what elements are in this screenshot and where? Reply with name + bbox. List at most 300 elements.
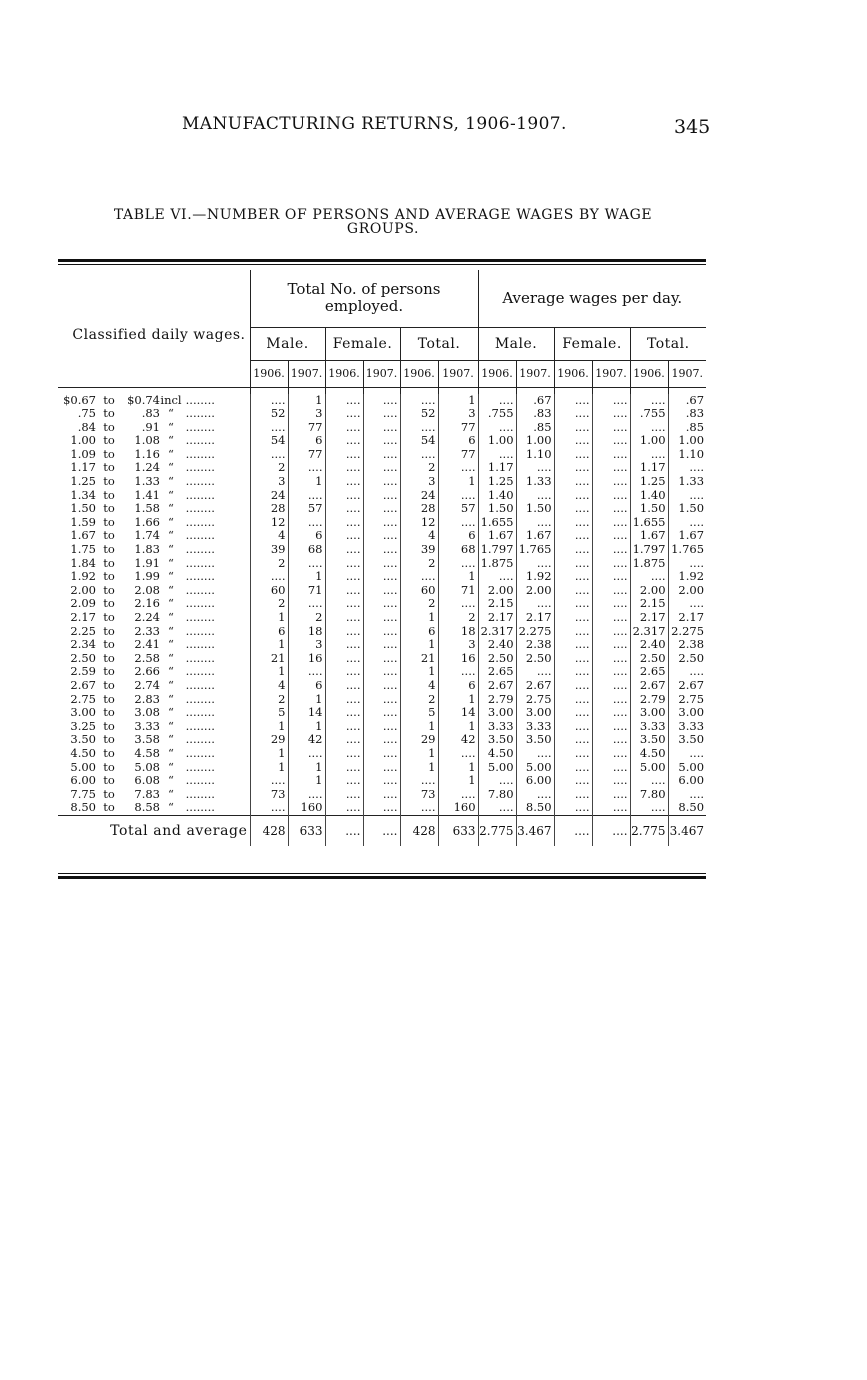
table-cell: .... [288,461,325,475]
wage-range-cell [58,529,250,543]
table-cell: 29 [250,733,288,747]
table-cell: .... [325,475,363,489]
table-cell: 60 [400,584,438,598]
table-cell: 1 [250,638,288,652]
table-cell: 3.00 [630,706,668,720]
leader-dots: ........ [182,529,215,543]
table-cell: .... [325,625,363,639]
table-cell: .... [325,434,363,448]
table-cell: 4.50 [630,747,668,761]
header-total-persons-sub: Total. [400,327,478,360]
table-cell: .... [363,597,400,611]
table-cell: 77 [438,448,478,462]
table-cell: .... [592,638,630,652]
table-cell: .... [554,774,592,788]
table-cell: .... [400,774,438,788]
table-cell: .... [363,761,400,775]
table-cell: 1.765 [668,543,706,557]
wage-range-hi: 2.08 [134,583,160,597]
table-cell: .... [363,475,400,489]
table-cell: .... [325,489,363,503]
wage-range-cell [58,434,250,448]
table-cell: .... [592,733,630,747]
wage-range-cell [58,407,250,421]
table-cell: .... [325,516,363,530]
table-cell: 3 [288,407,325,421]
table-row [58,502,706,516]
wage-range-to: to [103,678,115,692]
wage-range-lo: 1.17 [70,461,96,475]
table-cell: .... [325,557,363,571]
table-cell: 52 [400,407,438,421]
table-cell: 2.275 [516,625,554,639]
table-cell: .... [438,489,478,503]
table-cell: .... [554,570,592,584]
table-cell: 2 [250,597,288,611]
table-cell: 5.00 [630,761,668,775]
table-row [58,679,706,693]
table-cell: 3.00 [668,706,706,720]
wage-range-lo: 2.75 [70,692,96,706]
wage-range-cell [58,665,250,679]
wage-range-lo: 4.50 [70,746,96,760]
wage-range-cell [58,597,250,611]
wage-range-q: “ [168,543,174,557]
wage-range-to: to [103,515,115,529]
wage-range-cell [58,448,250,462]
table-cell: .... [325,407,363,421]
table-row [58,461,706,475]
year-header: 1906. [478,360,516,387]
table-cell: .... [592,706,630,720]
leader-dots: ........ [182,801,215,815]
table-cell: .... [554,461,592,475]
table-cell: 18 [438,625,478,639]
wage-range-lo: 1.92 [70,570,96,584]
table-cell: 1.17 [478,461,516,475]
table-cell: 5.00 [478,761,516,775]
wage-range-lo: 3.50 [70,733,96,747]
wage-range-q: incl [160,393,182,407]
table-row [58,720,706,734]
wage-range-q: “ [168,638,174,652]
table-cell: 14 [288,706,325,720]
table-cell: .... [592,597,630,611]
table-cell: 1.50 [668,502,706,516]
table-cell: .... [554,475,592,489]
table-cell: .... [363,665,400,679]
wage-range-lo: $0.67 [63,393,96,407]
table-cell: .... [516,557,554,571]
table-cell: 2.15 [630,597,668,611]
table-cell: 1.797 [478,543,516,557]
wage-range-q: “ [168,529,174,543]
table-cell: .... [363,529,400,543]
table-cell: .... [363,489,400,503]
total-cell: .... [325,815,363,846]
wage-range-to: to [103,719,115,733]
table-cell: 2.17 [478,611,516,625]
wage-range-hi: 4.58 [134,746,160,760]
year-header: 1907. [438,360,478,387]
wage-range-lo: 7.75 [70,787,96,801]
wage-range-hi: $0.74 [127,393,160,407]
table-cell: 1.00 [668,434,706,448]
wage-range-to: to [103,447,115,461]
wage-range-hi: 1.58 [134,502,160,516]
wage-range-to: to [103,461,115,475]
table-cell: 2.317 [630,625,668,639]
table-cell: 39 [250,543,288,557]
wage-range-hi: .83 [141,407,160,421]
wage-range-lo: 1.67 [70,529,96,543]
table-cell: 2.50 [630,652,668,666]
wage-range-hi: 2.16 [134,597,160,611]
table-cell: 3.33 [668,720,706,734]
table-cell: .... [554,747,592,761]
wage-range-to: to [103,393,115,407]
table-cell: .... [363,733,400,747]
wage-range-hi: 2.74 [134,678,160,692]
table-cell: 77 [288,448,325,462]
table-cell: .... [400,570,438,584]
table-cell: .67 [668,394,706,408]
table-cell: .... [516,516,554,530]
table-cell: .... [325,706,363,720]
table-cell: .... [478,570,516,584]
wage-range-cell [58,761,250,775]
table-row [58,434,706,448]
bottom-rule-thick [58,876,706,879]
table-cell: 2 [250,693,288,707]
leader-dots: ........ [182,611,215,624]
table-cell: .... [288,747,325,761]
leader-dots: ........ [182,420,215,434]
table-cell: .... [250,570,288,584]
table-cell: .... [363,747,400,761]
wage-range-cell [58,706,250,720]
table-cell: .... [668,489,706,503]
table-cell: .... [554,489,592,503]
table-cell: .... [325,638,363,652]
wage-range-q: “ [168,719,174,733]
table-cell: 6 [438,679,478,693]
wage-range-q: “ [168,447,174,461]
table-cell: 1.25 [630,475,668,489]
wage-range-to: to [103,488,115,502]
table-cell: 1 [288,570,325,584]
table-cell: .... [250,774,288,788]
wage-range-to: to [103,760,115,774]
table-cell: .... [363,448,400,462]
table-cell: 2 [438,611,478,625]
table-cell: .... [554,516,592,530]
table-cell: 1.50 [630,502,668,516]
table-cell: 3.33 [478,720,516,734]
table-cell: .... [554,394,592,408]
table-cell: 2.00 [668,584,706,598]
table-cell: 21 [250,652,288,666]
table-cell: .... [592,394,630,408]
wage-range-lo: 3.25 [70,719,96,733]
table-cell: .... [363,611,400,625]
table-cell: 2.00 [630,584,668,598]
table-body [58,394,706,816]
table-cell: .... [592,529,630,543]
table-cell: 60 [250,584,288,598]
total-cell: 428 [400,815,438,846]
table-row [58,625,706,639]
table-cell: .... [554,434,592,448]
total-label: Total and average [58,815,250,846]
table-cell: .... [325,761,363,775]
top-rule-thick [58,259,706,262]
table-cell: .... [288,557,325,571]
table-cell: 2 [400,597,438,611]
wage-range-hi: 1.16 [134,447,160,461]
wage-range-cell [58,394,250,408]
table-cell: .85 [516,421,554,435]
wage-range-lo: 1.75 [70,543,96,557]
table-cell: 160 [438,801,478,815]
table-cell: .... [592,461,630,475]
table-cell: .755 [630,407,668,421]
table-cell: 3.00 [516,706,554,720]
wage-range-lo: 1.09 [70,447,96,461]
table-cell: .... [363,638,400,652]
leader-dots: ........ [182,515,215,529]
table-cell: .... [363,706,400,720]
table-cell: .755 [478,407,516,421]
table-cell: 1.875 [630,557,668,571]
table-cell: 2.38 [516,638,554,652]
table-cell: 2.17 [668,611,706,625]
table-cell: .... [325,788,363,802]
table-cell: 2.50 [478,652,516,666]
leader-dots: ........ [182,678,215,692]
wage-range-to: to [103,801,115,815]
table-cell: .... [438,461,478,475]
table-cell: 42 [288,733,325,747]
table-cell: .... [363,652,400,666]
leader-dots: ........ [182,638,215,652]
wage-range-to: to [103,407,115,421]
table-cell: .... [668,747,706,761]
table-cell: 68 [438,543,478,557]
wage-range-lo: 1.34 [70,488,96,502]
table-row [58,665,706,679]
table-cell: .... [554,638,592,652]
wage-range-hi: 6.08 [134,774,160,788]
table-cell: .... [325,529,363,543]
table-cell: .... [554,529,592,543]
table-cell: 2.79 [478,693,516,707]
table-cell: .... [554,801,592,815]
wage-range-cell [58,652,250,666]
wage-range-lo: .84 [77,420,96,434]
table-cell: .... [554,761,592,775]
leader-dots: ........ [182,543,215,557]
table-cell: 1 [400,638,438,652]
table-cell: .... [630,774,668,788]
wage-range-hi: 2.66 [134,665,160,679]
table-cell: 12 [400,516,438,530]
wage-range-to: to [103,597,115,611]
table-cell: .... [668,557,706,571]
table-cell: .... [363,543,400,557]
total-cell: .... [554,815,592,846]
table-row [58,801,706,815]
table-row [58,557,706,571]
table-cell: 2.75 [516,693,554,707]
table-cell: .... [516,788,554,802]
table-cell: .... [554,421,592,435]
table-cell: 1.33 [516,475,554,489]
table-cell: 77 [438,421,478,435]
leader-dots: ........ [182,488,215,502]
table-row [58,543,706,557]
wage-range-q: “ [168,760,174,774]
wage-range-lo: 5.00 [70,760,96,774]
wage-range-q: “ [168,801,174,815]
table-cell: 6 [438,529,478,543]
wage-range-cell [58,475,250,489]
table-cell: 5.00 [668,761,706,775]
wage-range-lo: .75 [77,407,96,421]
table-cell: .... [363,570,400,584]
page-number: 345 [674,116,711,138]
leader-dots: ........ [182,583,215,597]
wage-range-lo: 2.17 [70,611,96,624]
table-cell: .... [288,788,325,802]
table-cell: .... [250,421,288,435]
table-cell: 3 [438,638,478,652]
wage-range-hi: 1.08 [134,434,160,448]
table-cell: .... [592,788,630,802]
wage-range-to: to [103,746,115,760]
table-cell: 2.50 [516,652,554,666]
leader-dots: ........ [182,651,215,665]
table-cell: 1 [250,720,288,734]
table-cell: .... [250,448,288,462]
table-cell: 3 [288,638,325,652]
table-row [58,774,706,788]
wage-range-lo: 2.34 [70,638,96,652]
wage-range-q: “ [168,597,174,611]
wage-range-to: to [103,475,115,489]
header-total-wages: Total. [630,327,706,360]
wage-range-lo: 8.50 [70,801,96,815]
wage-range-hi: 3.33 [134,719,160,733]
table-cell: .... [363,394,400,408]
table-cell: 2.38 [668,638,706,652]
leader-dots: ........ [182,787,215,801]
table-cell: 3.33 [630,720,668,734]
table-cell: 1.797 [630,543,668,557]
table-cell: .... [554,720,592,734]
table-cell: .... [630,421,668,435]
table-cell: 21 [400,652,438,666]
wage-range-q: “ [168,651,174,665]
table-cell: 6 [250,625,288,639]
table-row [58,733,706,747]
bottom-rule-thin [58,873,706,874]
wage-range-lo: 6.00 [70,774,96,788]
table-cell: .... [325,733,363,747]
table-cell: 1.10 [516,448,554,462]
table-cell: .... [363,584,400,598]
table-row [58,788,706,802]
header-male-wages: Male. [478,327,554,360]
table-cell: .... [516,461,554,475]
table-row [58,638,706,652]
table-cell: .... [400,801,438,815]
table-cell: 1.92 [668,570,706,584]
wage-range-hi: 1.66 [134,515,160,529]
table-cell: .... [592,475,630,489]
wage-range-to: to [103,420,115,434]
wage-range-cell [58,801,250,815]
table-cell: .... [288,489,325,503]
table-cell: .... [363,407,400,421]
table-cell: .... [325,774,363,788]
table-cell: 3 [250,475,288,489]
table-cell: .... [592,557,630,571]
table-cell: 5 [250,706,288,720]
header-classified: Classified daily wages. [72,326,246,343]
wage-range-q: “ [168,692,174,706]
table-cell: 12 [250,516,288,530]
wage-range-to: to [103,665,115,679]
table-cell: .... [363,774,400,788]
wage-range-cell [58,584,250,598]
table-cell: 2.65 [630,665,668,679]
table-cell: 1 [288,693,325,707]
leader-dots: ........ [182,597,215,611]
table-cell: 4 [250,529,288,543]
table-cell: 2.275 [668,625,706,639]
table-cell: .... [592,774,630,788]
table-cell: 1 [288,720,325,734]
table-cell: 73 [400,788,438,802]
wage-range-q: “ [168,475,174,489]
wage-range-cell [58,747,250,761]
leader-dots: ........ [182,733,215,747]
table-cell: .... [554,611,592,625]
table-cell: .85 [668,421,706,435]
wage-range-cell [58,570,250,584]
table-cell: 16 [438,652,478,666]
table-cell: .... [325,597,363,611]
table-cell: .... [592,448,630,462]
table-cell: 18 [288,625,325,639]
table-cell: .... [363,434,400,448]
table-row [58,475,706,489]
table-row [58,489,706,503]
wage-range-q: “ [168,502,174,516]
table-cell: .... [438,665,478,679]
table-cell: 2.65 [478,665,516,679]
wage-range-to: to [103,692,115,706]
table-cell: .... [325,652,363,666]
table-title-line1: TABLE VI.—NUMBER OF PERSONS AND AVERAGE WAGES BY WAGE [113,207,653,223]
table-cell: 3.33 [516,720,554,734]
wage-range-q: “ [168,583,174,597]
table-cell: .... [400,448,438,462]
wage-range-hi: 1.83 [134,543,160,557]
table-row [58,448,706,462]
table-cell: .... [554,679,592,693]
